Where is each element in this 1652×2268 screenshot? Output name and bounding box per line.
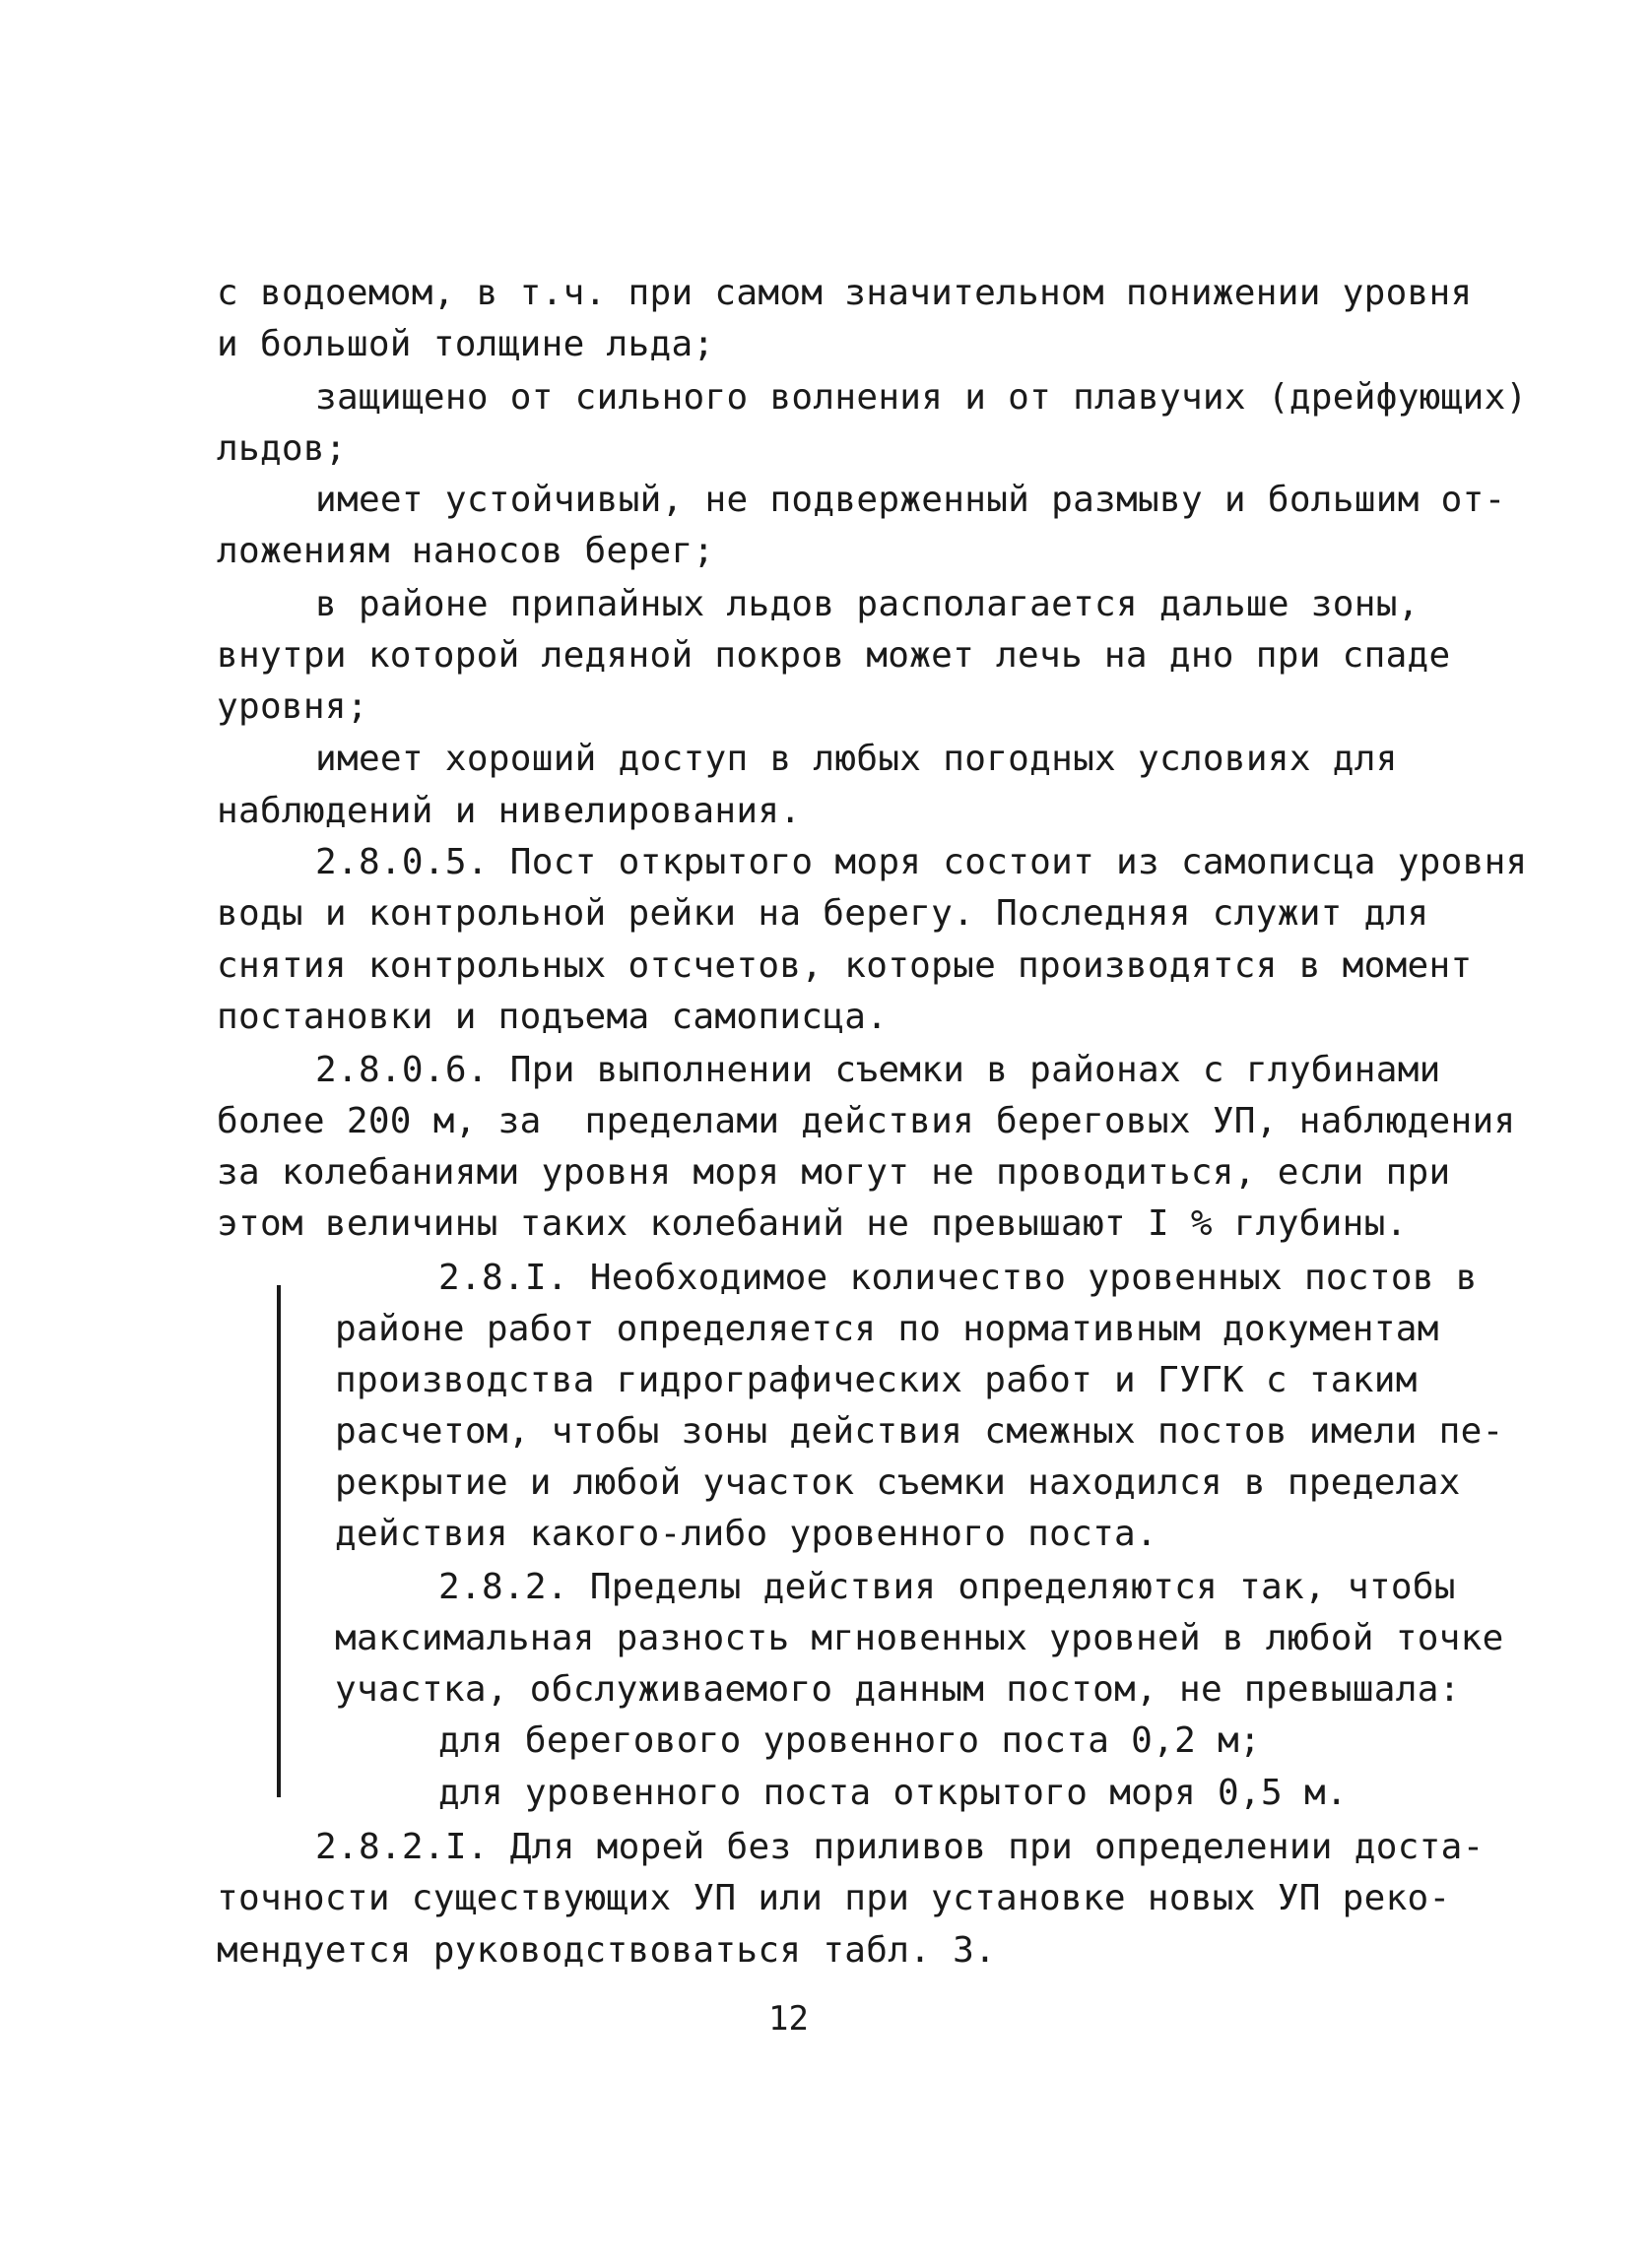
- page-number: 12: [768, 1999, 809, 2039]
- text-line: расчетом, чтобы зоны действия смежных постов имели пе-: [335, 1411, 1504, 1452]
- text-line: рекрытие и любой участок съемки находился в пределах: [335, 1462, 1461, 1503]
- paragraph-2-8-0-6: 2.8.0.6. При выполнении съемки в районах с глубинами: [315, 1050, 1441, 1090]
- text-line: районе работ определяется по нормативным документам: [335, 1309, 1439, 1349]
- text-line: для берегового уровенного поста 0,2 м;: [438, 1720, 1262, 1761]
- text-line: и большой толщине льда;: [217, 324, 715, 364]
- text-line: более 200 м, за пределами действия береговых УП, наблюдения: [217, 1101, 1516, 1141]
- text-line: максимальная разность мгновенных уровней в любой точке: [335, 1618, 1504, 1658]
- text-line: льдов;: [217, 428, 347, 469]
- text-line: в районе припайных льдов располагается дальше зоны,: [315, 584, 1420, 624]
- text-line: имеет хороший доступ в любых погодных условиях для: [315, 739, 1398, 779]
- paragraph-2-8-0-5: 2.8.0.5. Пост открытого моря состоит из самописца уровня: [315, 842, 1528, 882]
- paragraph-2-8-1: 2.8.I. Необходимое количество уровенных постов в: [438, 1258, 1478, 1298]
- text-line: участка, обслуживаемого данным постом, не превышала:: [335, 1669, 1461, 1710]
- text-line: мендуется руководствоваться табл. 3.: [217, 1930, 997, 1971]
- paragraph-2-8-2-1: 2.8.2.I. Для морей без приливов при определении доста-: [315, 1827, 1485, 1867]
- text-line: за колебаниями уровня моря могут не проводиться, если при: [217, 1152, 1451, 1193]
- text-line: постановки и подъема самописца.: [217, 997, 889, 1037]
- text-line: уровня;: [217, 686, 368, 727]
- revision-change-bar: [277, 1285, 281, 1797]
- text-line: с водоемом, в т.ч. при самом значительном понижении уровня: [217, 273, 1473, 313]
- text-line: производства гидрографических работ и ГУГК с таким: [335, 1360, 1418, 1400]
- text-line: точности существующих УП или при установке новых УП реко-: [217, 1878, 1451, 1918]
- paragraph-2-8-2: 2.8.2. Пределы действия определяются так, чтобы: [438, 1567, 1456, 1607]
- text-line: ложениям наносов берег;: [217, 531, 715, 571]
- text-line: снятия контрольных отсчетов, которые производятся в момент: [217, 945, 1473, 986]
- text-line: наблюдений и нивелирования.: [217, 791, 802, 831]
- text-line: этом величины таких колебаний не превышают I % глубины.: [217, 1203, 1408, 1244]
- text-line: воды и контрольной рейки на берегу. Последняя служит для: [217, 893, 1429, 934]
- text-line: действия какого-либо уровенного поста.: [335, 1514, 1158, 1554]
- text-line: внутри которой ледяной покров может лечь на дно при спаде: [217, 635, 1451, 676]
- text-line: имеет устойчивый, не подверженный размыву и большим от-: [315, 480, 1506, 520]
- text-line: защищено от сильного волнения и от плавучих (дрейфующих): [315, 377, 1528, 418]
- text-line: для уровенного поста открытого моря 0,5 м.: [438, 1773, 1348, 1813]
